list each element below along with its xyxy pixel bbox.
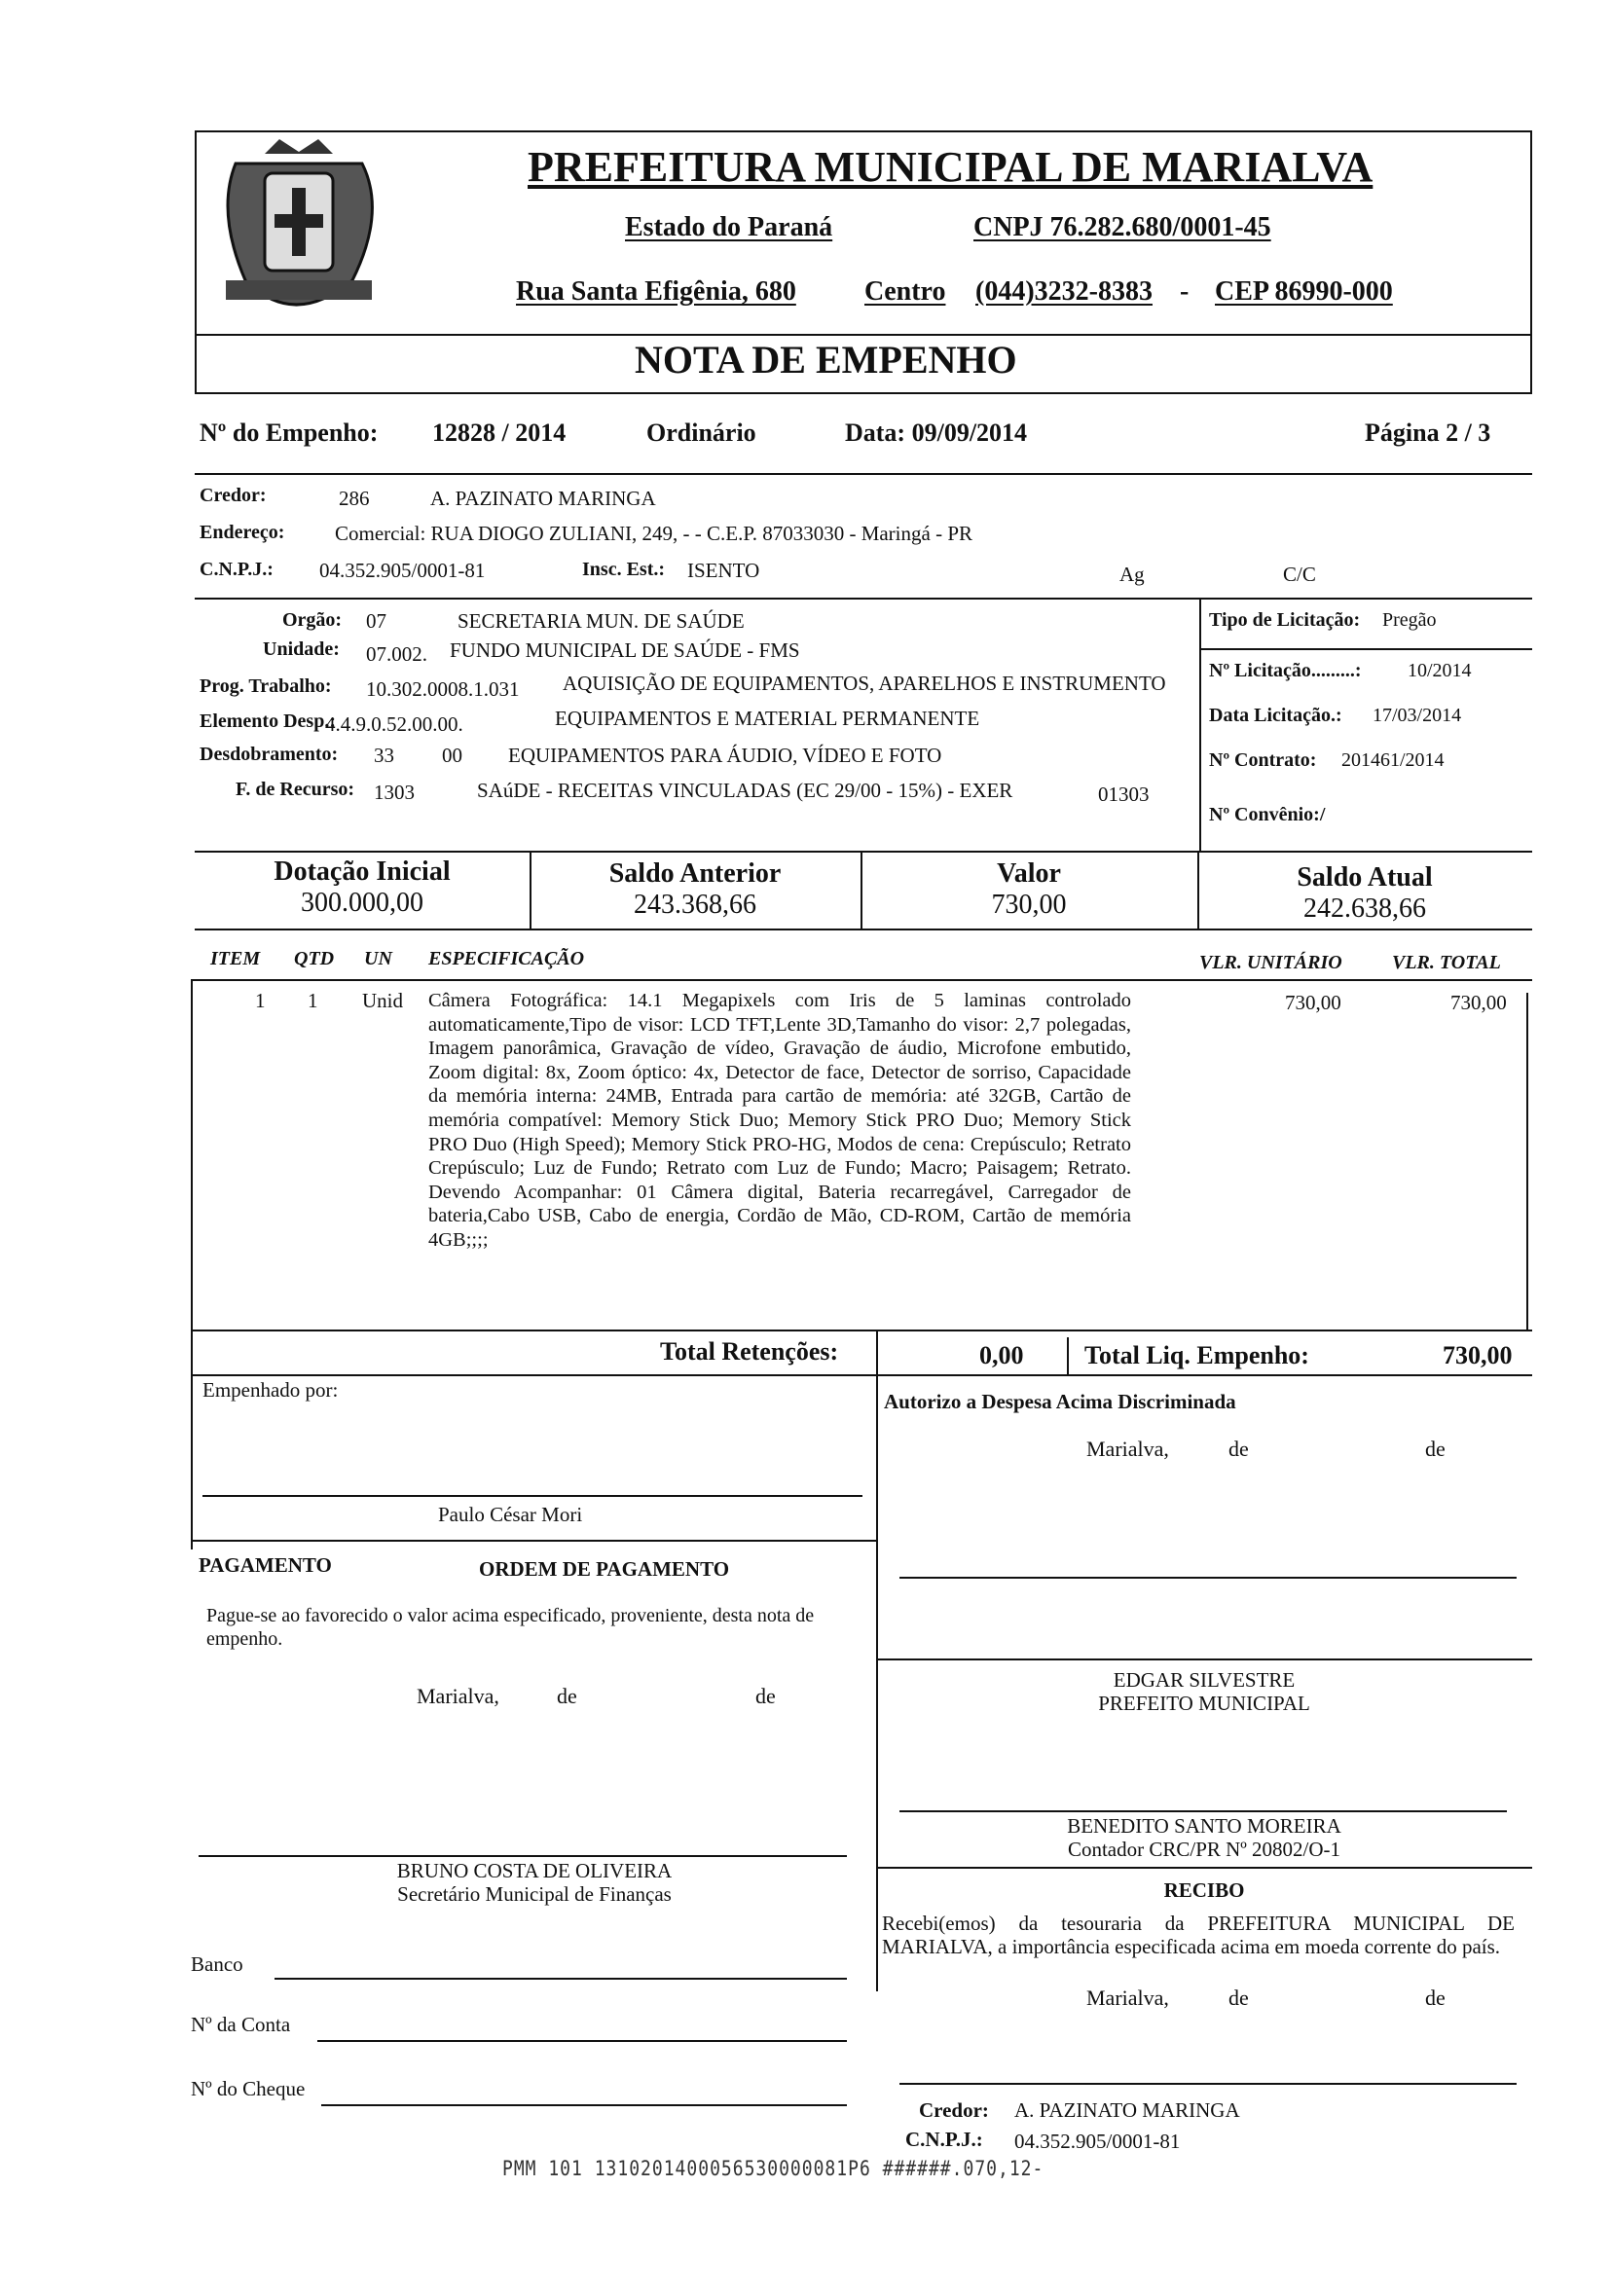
item-unit-price: 730,00 — [1285, 991, 1341, 1014]
tipo-licitacao: Pregão — [1382, 609, 1437, 631]
prog-code: 10.302.0008.1.031 — [366, 677, 520, 701]
dotacao-inicial: 300.000,00 — [301, 888, 423, 918]
licitacao-date-label: Data Licitação.: — [1209, 705, 1342, 726]
ie-label: Insc. Est.: — [582, 559, 666, 580]
total-retencoes: 0,00 — [979, 1341, 1024, 1369]
elemento-code: 4.4.9.0.52.00.00. — [325, 712, 463, 736]
col-unit-value: VLR. UNITÁRIO — [1199, 952, 1342, 973]
licitacao-num-label: Nº Licitação.........: — [1209, 660, 1362, 681]
conta-field — [317, 2040, 847, 2042]
ordem-pagamento-label: ORDEM DE PAGAMENTO — [479, 1557, 730, 1581]
unidade-name: FUNDO MUNICIPAL DE SAÚDE - FMS — [450, 638, 800, 662]
empenho-label: Nº do Empenho: — [200, 419, 379, 447]
item-qty: 1 — [308, 989, 318, 1012]
pagamento-city: Marialva, — [417, 1684, 499, 1708]
saldo-anterior: 243.368,66 — [634, 890, 756, 920]
state-label: Estado do Paraná — [625, 212, 833, 242]
cc-label: C/C — [1283, 563, 1316, 586]
phone: (044)3232-8383 — [975, 276, 1153, 307]
recibo-city: Marialva, — [1086, 1986, 1169, 2010]
autorizo-de-2: de — [1425, 1437, 1446, 1461]
district: Centro — [864, 276, 946, 307]
desdobramento-label: Desdobramento: — [200, 744, 339, 765]
orgao-label: Orgão: — [282, 609, 343, 631]
total-liq-label: Total Liq. Empenho: — [1084, 1341, 1309, 1369]
licitacao-date: 17/03/2014 — [1373, 705, 1462, 726]
autorizo-de-1: de — [1228, 1437, 1249, 1461]
banco-label: Banco — [191, 1952, 243, 1976]
item-number: 1 — [255, 989, 266, 1012]
recurso-code-2: 01303 — [1098, 783, 1150, 806]
total-liq: 730,00 — [1443, 1341, 1513, 1369]
saldo-anterior-label: Saldo Anterior — [608, 858, 782, 889]
dotacao-inicial-label: Dotação Inicial — [274, 856, 451, 887]
elemento-name: EQUIPAMENTOS E MATERIAL PERMANENTE — [555, 707, 980, 730]
orgao-name: SECRETARIA MUN. DE SAÚDE — [458, 609, 745, 633]
convenio-label: Nº Convênio:/ — [1209, 804, 1326, 825]
cep: CEP 86990-000 — [1215, 276, 1393, 307]
credor-name: A. PAZINATO MARINGA — [430, 487, 656, 510]
orgao-code: 07 — [366, 609, 386, 633]
desdobramento-a: 33 — [374, 744, 394, 767]
secretario-title: Secretário Municipal de Finanças — [397, 1882, 672, 1906]
item-description: Câmera Fotográfica: 14.1 Megapixels com Iris de 5 laminas controlado automaticamente,Tipo de visor: LCD TFT,Lente 3D,Tamanho do visor: 2,7 polegadas, Imagem panorâmica, Gravação de vídeo, Gravação de áudio, Microfone embutido, Zoom digital: 8x, Zoom óptico: 4x, Detector de face, Detector de sorriso, Capacidade da memória interna: 24MB, Entrada para cartão de memória: até 32GB, Cartão de memória compatível: Memory Stick Duo; Memory Stick PRO Duo; Memory Stick PRO Duo (High Speed); Memory Stick PRO-HG, Modos de cena: Crepúsculo; Retrato Crepúsculo; Luz de Fundo; Retrato com Luz de Fundo; Macro; Paisagem; Retrato. Devendo Acompanhar: 01 Câmera digital, Bateria recarregável, Carregador de bateria,Cabo USB, Cabo de energia, Cordão de Mão, CD-ROM, Cartão de memória 4GB;;;; — [428, 990, 1131, 1251]
pagamento-de-1: de — [557, 1684, 577, 1708]
secretario-name: BRUNO COSTA DE OLIVEIRA — [396, 1859, 673, 1882]
valor: 730,00 — [991, 890, 1067, 920]
credor-address: Comercial: RUA DIOGO ZULIANI, 249, - - C.E.P. 87033030 - Maringá - PR — [335, 522, 973, 545]
credor-code: 286 — [339, 487, 370, 510]
cnpj-header: CNPJ 76.282.680/0001-45 — [973, 212, 1271, 242]
address-label: Endereço: — [200, 522, 285, 543]
empenhado-name: Paulo César Mori — [438, 1503, 583, 1526]
cnpj-bottom-label: C.N.P.J.: — [905, 2128, 983, 2151]
prefeito-title: PREFEITO MUNICIPAL — [1098, 1692, 1310, 1715]
recurso-code: 1303 — [374, 781, 415, 804]
prefeitura-title: PREFEITURA MUNICIPAL DE MARIALVA — [528, 143, 1374, 191]
desdobramento-b: 00 — [442, 744, 462, 767]
saldo-atual: 242.638,66 — [1303, 893, 1426, 924]
cnpj-bottom: 04.352.905/0001-81 — [1014, 2130, 1181, 2153]
banco-field — [275, 1978, 847, 1980]
item-unit: Unid — [362, 989, 403, 1012]
prog-label: Prog. Trabalho: — [200, 675, 332, 697]
item-total-price: 730,00 — [1450, 991, 1507, 1014]
credor-cnpj: 04.352.905/0001-81 — [319, 559, 486, 582]
prefeito-name: EDGAR SILVESTRE — [1113, 1668, 1296, 1692]
contrato-label: Nº Contrato: — [1209, 749, 1317, 771]
recibo-text: Recebi(emos) da tesouraria da PREFEITURA MUNICIPAL DE MARIALVA, a importância especificada acima em moeda corrente do país. — [882, 1912, 1515, 1958]
valor-label: Valor — [997, 858, 1061, 889]
doc-title: NOTA DE EMPENHO — [635, 338, 1017, 382]
ag-label: Ag — [1119, 563, 1145, 586]
autorizo-city: Marialva, — [1086, 1437, 1169, 1461]
col-item: ITEM — [210, 948, 261, 969]
pagamento-label: PAGAMENTO — [199, 1553, 332, 1577]
credor-bottom-name: A. PAZINATO MARINGA — [1014, 2098, 1240, 2122]
prog-name: AQUISIÇÃO DE EQUIPAMENTOS, APARELHOS E INSTRUMENTO — [563, 672, 1166, 695]
empenho-number: 12828 / 2014 — [432, 419, 567, 447]
pague-text: Pague-se ao favorecido o valor acima especificado, proveniente, desta nota de empenho. — [206, 1605, 815, 1650]
street-address: Rua Santa Efigênia, 680 — [516, 276, 796, 307]
col-total-value: VLR. TOTAL — [1392, 952, 1501, 973]
total-retencoes-label: Total Retenções: — [660, 1337, 839, 1366]
coat-of-arms-logo — [206, 134, 391, 329]
autorizo-text: Autorizo a Despesa Acima Discriminada — [884, 1390, 1236, 1413]
contador-name: BENEDITO SANTO MOREIRA — [1067, 1814, 1341, 1838]
unidade-label: Unidade: — [263, 638, 340, 660]
empenho-date: Data: 09/09/2014 — [845, 419, 1028, 447]
footer-code: PMM 101 1310201400056530000081P6 ######.070,12- — [502, 2156, 1044, 2182]
pagamento-de-2: de — [755, 1684, 776, 1708]
unidade-code: 07.002. — [366, 642, 427, 666]
recibo-de-2: de — [1425, 1986, 1446, 2010]
licitacao-num: 10/2014 — [1408, 660, 1472, 681]
credor-label: Credor: — [200, 485, 267, 506]
recurso-label: F. de Recurso: — [236, 779, 355, 800]
cheque-field — [321, 2104, 847, 2106]
recibo-title: RECIBO — [1163, 1878, 1245, 1902]
cheque-label: Nº do Cheque — [191, 2077, 306, 2100]
recibo-de-1: de — [1228, 1986, 1249, 2010]
page-number: Página 2 / 3 — [1365, 419, 1491, 447]
conta-label: Nº da Conta — [191, 2013, 291, 2036]
contador-title: Contador CRC/PR Nº 20802/O-1 — [1067, 1838, 1341, 1861]
saldo-atual-label: Saldo Atual — [1297, 862, 1433, 893]
col-qtd: QTD — [294, 948, 335, 969]
elemento-label: Elemento Desp.: — [200, 711, 336, 732]
ie-value: ISENTO — [687, 559, 760, 582]
recurso-name: SAúDE - RECEITAS VINCULADAS (EC 29/00 - 15%) - EXER — [477, 779, 1013, 802]
col-spec: ESPECIFICAÇÃO — [428, 948, 585, 969]
cnpj-label: C.N.P.J.: — [200, 559, 274, 580]
credor-bottom-label: Credor: — [919, 2098, 989, 2122]
contrato-num: 201461/2014 — [1341, 749, 1445, 771]
tipo-licitacao-label: Tipo de Licitação: — [1209, 609, 1361, 631]
empenho-type: Ordinário — [646, 419, 756, 447]
empenhado-label: Empenhado por: — [202, 1378, 339, 1402]
desdobramento-name: EQUIPAMENTOS PARA ÁUDIO, VÍDEO E FOTO — [508, 744, 942, 767]
col-un: UN — [364, 948, 392, 969]
